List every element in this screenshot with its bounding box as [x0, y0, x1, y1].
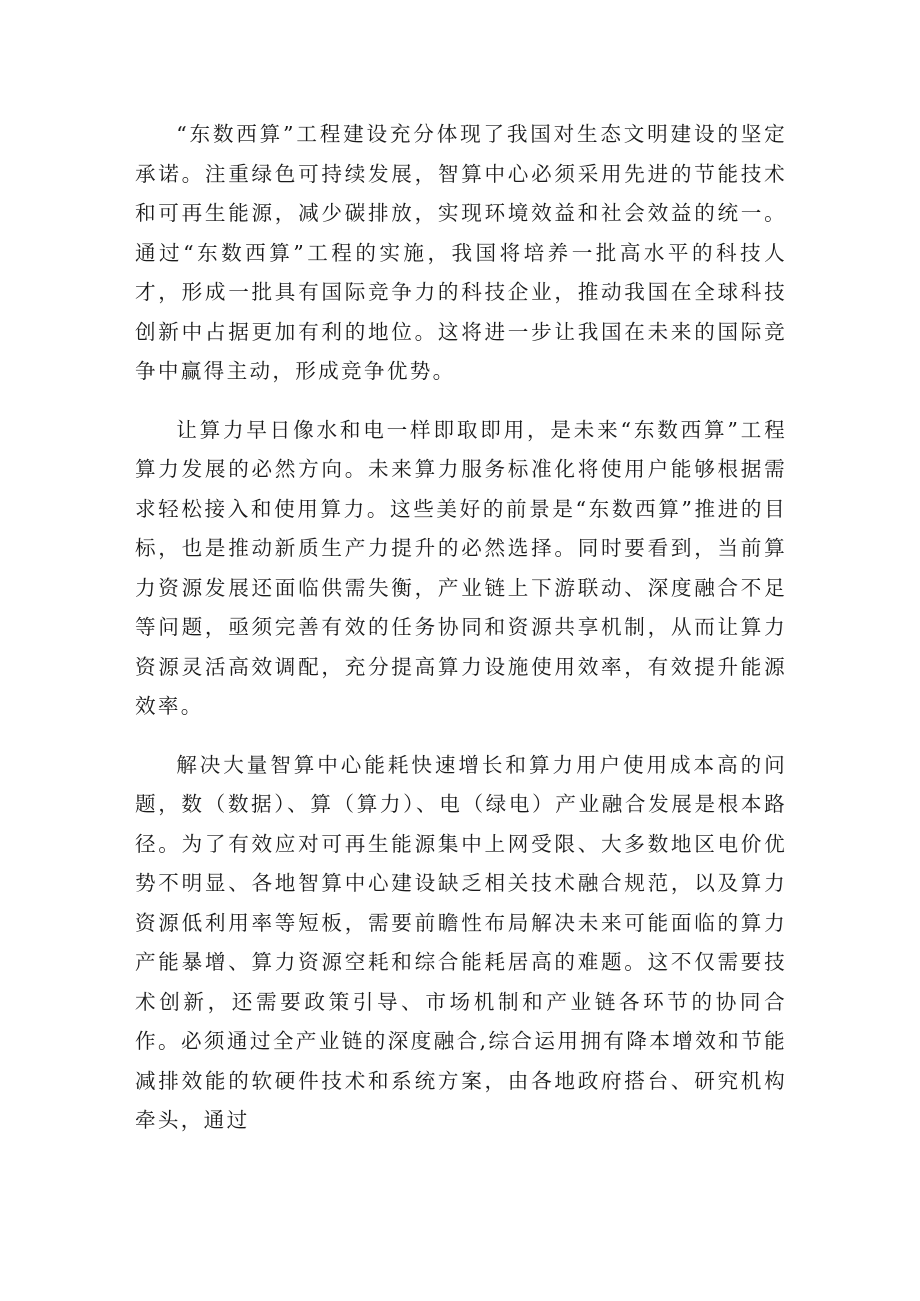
paragraph-computing-power-utility: 让算力早日像水和电一样即取即用，是未来“东数西算”工程算力发展的必然方向。未来算力服务标准化将使用户能够根据需求轻松接入和使用算力。这些美好的前景是“东数西算”推进的目标，也是推动新质生产力提升的必然选择。同时要看到，当前算力资源发展还面临供需失衡，产业链上下游联动、深度融合不足等问题，亟须完善有效的任务协同和资源共享机制，从而让算力资源灵活高效调配，充分提高算力设施使用效率，有效提升能源效率。 — [135, 417, 787, 718]
paragraph-industry-integration: 解决大量智算中心能耗快速增长和算力用户使用成本高的问题，数（数据）、算（算力）、电（绿电）产业融合发展是根本路径。为了有效应对可再生能源集中上网受限、大多数地区电价优势不明显、各地智算中心建设缺乏相关技术融合规范，以及算力资源低利用率等短板，需要前瞻性布局解决未来可能面临的算力产能暴增、算力资源空耗和综合能耗居高的难题。这不仅需要技术创新，还需要政策引导、市场机制和产业链各环节的协同合作。必须通过全产业链的深度融合,综合运用拥有降本增效和节能减排效能的软硬件技术和系统方案，由各地政府搭台、研究机构牵头，通过 — [135, 752, 787, 1132]
paragraph-green-development: “东数西算”工程建设充分体现了我国对生态文明建设的坚定承诺。注重绿色可持续发展，智算中心必须采用先进的节能技术和可再生能源，减少碳排放，实现环境效益和社会效益的统一。通过“东数西算”工程的实施，我国将培养一批高水平的科技人才，形成一批具有国际竞争力的科技企业，推动我国在全球科技创新中占据更加有利的地位。这将进一步让我国在未来的国际竞争中赢得主动，形成竞争优势。 — [135, 122, 787, 383]
document-body — [135, 115, 787, 1141]
